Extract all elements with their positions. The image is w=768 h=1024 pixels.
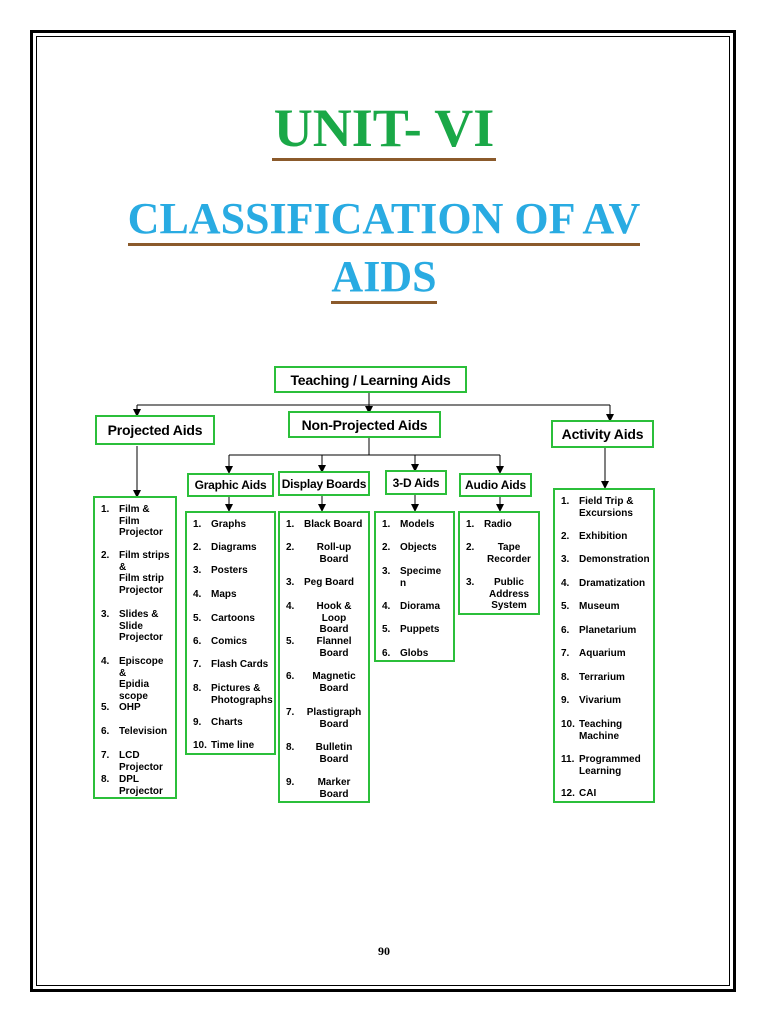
list-item: 9. Vivarium — [561, 695, 622, 706]
list-item: 9. Marker Board — [286, 777, 351, 800]
list-item: 1. Film & Film Projector — [101, 504, 163, 538]
root-label: Teaching / Learning Aids — [290, 371, 451, 388]
audio-aids-header — [459, 473, 532, 497]
list-item: 5. Cartoons — [193, 613, 255, 624]
list-item: 6. Planetarium — [561, 625, 637, 636]
list-item: 8. Terrarium — [561, 672, 625, 683]
page-number: 90 — [378, 944, 390, 958]
list-item: 1. Models — [382, 519, 435, 530]
root-node — [274, 366, 467, 393]
list-item: 7. LCD Projector — [101, 750, 163, 773]
activity-aids-list — [553, 488, 655, 803]
activity-aids-header — [551, 420, 654, 448]
list-item: 7. Plastigraph Board — [286, 707, 362, 730]
list-item: 6. Television — [101, 726, 168, 737]
list-item: 5. OHP — [101, 702, 141, 713]
list-item: 10. Teaching Machine — [561, 719, 623, 742]
list-item: 2. Objects — [382, 542, 437, 553]
list-item: 2. Roll-up Board — [286, 542, 352, 565]
list-item: 3. Public Address System — [466, 577, 529, 611]
graphic-aids-header — [187, 473, 274, 497]
list-item: 3. Peg Board — [286, 577, 355, 588]
unit-title-text: UNIT- VI — [272, 98, 497, 161]
list-item: 6. Magnetic Board — [286, 671, 356, 694]
list-item: 6. Globs — [382, 648, 429, 659]
display-boards-list — [278, 511, 370, 803]
list-item: 1. Graphs — [193, 519, 247, 530]
three-d-aids-list — [374, 511, 455, 662]
list-item: 6. Comics — [193, 636, 248, 647]
list-item: 5. Puppets — [382, 624, 440, 635]
non-projected-aids-header — [288, 411, 441, 438]
graphic-aids-list — [185, 511, 276, 755]
list-item: 7. Flash Cards — [193, 659, 269, 670]
list-item: 2. Film strips & Film strip Projector — [101, 550, 170, 596]
display-boards-label: Display Boards — [281, 476, 367, 491]
list-item: 3. Specime n — [382, 566, 442, 589]
list-item: 2. Diagrams — [193, 542, 257, 553]
list-item: 10. Time line — [193, 740, 255, 751]
list-item: 1. Field Trip & Excursions — [561, 496, 634, 519]
projected-aids-label: Projected Aids — [107, 422, 203, 438]
classification-title — [0, 190, 768, 306]
list-item: 3. Posters — [193, 565, 248, 576]
projected-aids-header — [95, 415, 215, 445]
list-item: 9. Charts — [193, 717, 243, 728]
list-item: 8. DPL Projector — [101, 774, 163, 797]
list-item: 12. CAI — [561, 788, 597, 799]
display-boards-header — [278, 471, 370, 496]
classification-title-line1: CLASSIFICATION OF AV — [128, 194, 641, 246]
list-item: 2. Tape Recorder — [466, 542, 531, 565]
list-item: 5. Flannel Board — [286, 636, 352, 659]
list-item: 1. Radio — [466, 519, 512, 530]
list-item: 7. Aquarium — [561, 648, 626, 659]
graphic-aids-label: Graphic Aids — [194, 478, 267, 492]
activity-aids-label: Activity Aids — [561, 426, 644, 442]
projected-aids-list — [93, 496, 177, 799]
list-item: 4. Hook & Loop Board — [286, 601, 352, 635]
three-d-aids-header — [385, 470, 447, 495]
three-d-aids-label: 3-D Aids — [392, 475, 440, 490]
list-item: 3. Demonstration — [561, 554, 650, 565]
list-item: 4. Dramatization — [561, 578, 646, 589]
list-item: 2. Exhibition — [561, 531, 628, 542]
classification-title-line2: AIDS — [331, 252, 436, 304]
list-item: 8. Bulletin Board — [286, 742, 353, 765]
list-item: 3. Slides & Slide Projector — [101, 609, 163, 643]
unit-title — [0, 100, 768, 157]
list-item: 1. Black Board — [286, 519, 363, 530]
list-item: 4. Episcope & Epidia scope — [101, 656, 164, 702]
audio-aids-list — [458, 511, 540, 615]
audio-aids-label: Audio Aids — [465, 478, 526, 492]
list-item: 8. Pictures & Photographs — [193, 683, 273, 706]
list-item: 4. Maps — [193, 589, 237, 600]
list-item: 11. Programmed Learning — [561, 754, 641, 777]
non-projected-aids-label: Non-Projected Aids — [301, 416, 428, 433]
list-item: 4. Diorama — [382, 601, 441, 612]
list-item: 5. Museum — [561, 601, 620, 612]
